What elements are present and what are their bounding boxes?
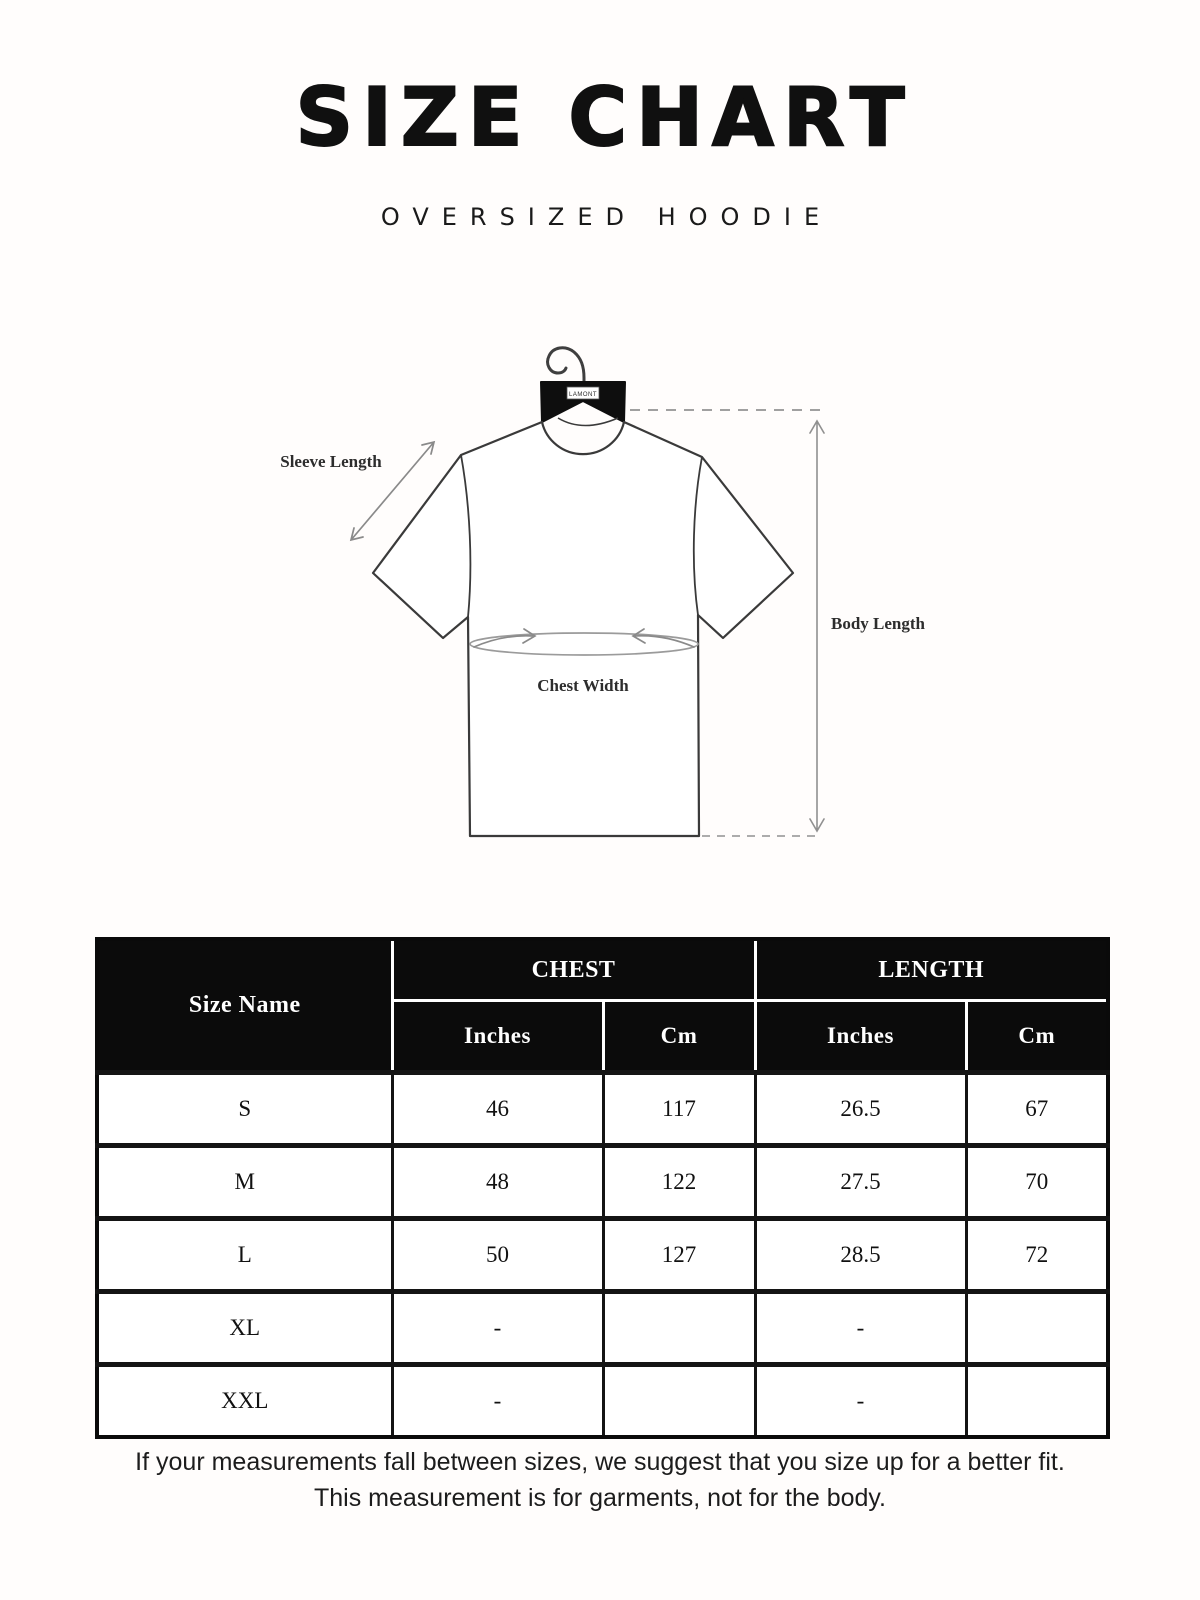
size-cell: XXL	[97, 1365, 392, 1438]
table-row-m	[97, 1146, 1108, 1219]
chest-group-header: CHEST	[392, 939, 755, 1001]
length-inches-header: Inches	[755, 1001, 966, 1073]
size-table	[95, 937, 1110, 1439]
sizing-note	[50, 1444, 1150, 1516]
chest-cm-cell	[603, 1292, 755, 1365]
page-subtitle: OVERSIZED HOODIE	[380, 203, 833, 231]
length-cm-cell: 72	[966, 1219, 1108, 1292]
table-row-xxl	[97, 1365, 1108, 1438]
sleeve-length-label: Sleeve Length	[280, 452, 382, 471]
table-row-xl	[97, 1292, 1108, 1365]
body-length-arrow-icon	[810, 421, 824, 831]
length-inches-cell: 28.5	[755, 1219, 966, 1292]
chest-cm-cell: 127	[603, 1219, 755, 1292]
sizing-note-line2: This measurement is for garments, not for the body.	[313, 1484, 886, 1512]
table-row-l	[97, 1219, 1108, 1292]
length-inches-cell: 26.5	[755, 1073, 966, 1146]
chest-cm-header: Cm	[603, 1001, 755, 1073]
chest-width-label: Chest Width	[537, 676, 629, 695]
size-name-header: Size Name	[97, 939, 392, 1073]
length-cm-cell	[966, 1365, 1108, 1438]
tshirt-measurement-illustration	[250, 300, 950, 860]
size-cell: XL	[97, 1292, 392, 1365]
size-cell: S	[97, 1073, 392, 1146]
chest-inches-cell: -	[392, 1365, 603, 1438]
size-cell: M	[97, 1146, 392, 1219]
chest-cm-cell: 117	[603, 1073, 755, 1146]
length-cm-cell: 70	[966, 1146, 1108, 1219]
length-cm-cell: 67	[966, 1073, 1108, 1146]
sizing-note-line1: If your measurements fall between sizes, we suggest that you size up for a better fit.	[135, 1448, 1065, 1476]
length-inches-cell: -	[755, 1292, 966, 1365]
chest-inches-cell: -	[392, 1292, 603, 1365]
length-group-header: LENGTH	[755, 939, 1108, 1001]
collar-seam	[558, 418, 618, 426]
garment-diagram	[250, 300, 950, 860]
length-cm-cell	[966, 1292, 1108, 1365]
size-cell: L	[97, 1219, 392, 1292]
body-length-label: Body Length	[831, 614, 925, 633]
chest-inches-header: Inches	[392, 1001, 603, 1073]
hanger-brand-label: LAMONT	[568, 392, 598, 398]
chest-cm-cell: 122	[603, 1146, 755, 1219]
length-inches-cell: -	[755, 1365, 966, 1438]
chest-inches-cell: 50	[392, 1219, 603, 1292]
length-inches-cell: 27.5	[755, 1146, 966, 1219]
tshirt-outline	[373, 422, 793, 836]
table-row-s	[97, 1073, 1108, 1146]
page-title: SIZE CHART	[295, 71, 914, 164]
chest-inches-cell: 46	[392, 1073, 603, 1146]
chest-cm-cell	[603, 1365, 755, 1438]
length-cm-header: Cm	[966, 1001, 1108, 1073]
chest-inches-cell: 48	[392, 1146, 603, 1219]
